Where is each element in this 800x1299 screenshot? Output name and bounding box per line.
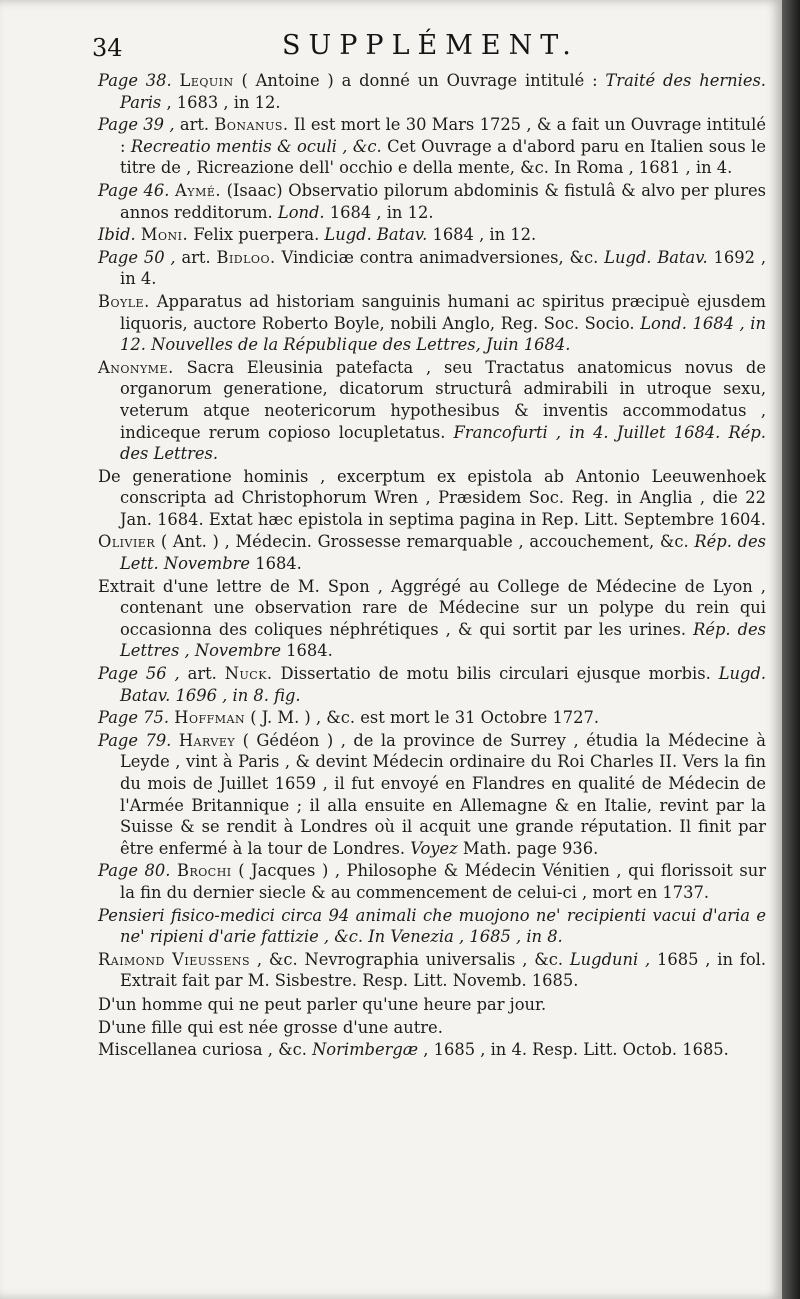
list-item: Olivier ( Ant. ) , Médecin. Grossesse remarquable , accouchement, &c. Rép. des Lett. Novembre 1684. [98, 532, 766, 574]
list-item: Anonyme. Sacra Eleusinia patefacta , seu Tractatus anatomicus novus de organorum generatione, dicatorum structurâ admirabili in utroque sexu, veterum atque neotericorum hypothesibus & inventis accommodatus , indiceque rerum copioso locupletatus. Francofurti , in 4. Juillet 1684. Rép. des Lettres. [98, 357, 766, 464]
list-item: Ibid. Moni. Felix puerpera. Lugd. Batav. 1684 , in 12. [98, 225, 537, 245]
list-item: Page 39 , art. Bonanus. Il est mort le 30 Mars 1725 , & a fait un Ouvrage intitulé : Recreatio mentis & oculi , &c. Cet Ouvrage a d'abord paru en Italien sous le titre de , Ricreazione dell' occhio e della mente, &c. In Roma , 1681 , in 4. [98, 115, 767, 178]
list-item: Boyle. Apparatus ad historiam sanguinis humani ac spiritus præcipuè ejusdem liquoris, auctore Roberto Boyle, nobili Anglo, Reg. Soc. Socio. Lond. 1684 , in 12. Nouvelles de la République des Lettres, Juin 1684. [98, 291, 766, 355]
list-item: Raimond Vieussens , &c. Nevrographia universalis , &c. Lugduni , 1685 , in fol. Extrait fait par M. Sisbestre. Resp. Litt. Novemb. 1685. [98, 949, 767, 991]
list-item: Page 56 , art. Nuck. Dissertatio de motu bilis circulari ejusque morbis. Lugd. Batav. 1696 , in 8. fig. [98, 664, 767, 705]
list-item: Miscellanea curiosa , &c. Norimbergæ , 1685 , in 4. Resp. Litt. Octob. 1685. [98, 1040, 729, 1060]
list-item: De generatione hominis , excerptum ex epistola ab Antonio Leeuwenhoek conscripta ad Christophorum Wren , Præsidem Soc. Reg. in Anglia , die 22 Jan. 1684. Extat hæc epistola in septima pagina in Rep. Litt. Septembre 1604. [98, 466, 766, 529]
page-edge-shadow [782, 0, 800, 1299]
list-item: Extrait d'une lettre de M. Spon , Aggrégé au College de Médecine de Lyon , contenant une observation rare de Médecine sur un polype du rein qui occasionna des coliques néphrétiques , & qui sortit par les urines. Rép. des Lettres , Novembre 1684. [98, 576, 766, 661]
list-item: Page 38. Lequin ( Antoine ) a donné un Ouvrage intitulé : Traité des hernies. Paris , 1683 , in 12. [98, 71, 766, 112]
list-item: Page 80. Brochi ( Jacques ) , Philosophe & Médecin Vénitien , qui florissoit sur la fin du dernier siecle & au commencement de celui-ci , mort en 1737. [98, 861, 766, 902]
running-title: SUPPLÉMENT. [282, 30, 579, 61]
list-item: Pensieri fisico-medici circa 94 animali che muojono ne' recipienti vacui d'aria e ne' ripieni d'arie fattizie , &c. In Venezia , 1685 , in 8. [98, 905, 766, 947]
page-number: 34 [92, 34, 123, 62]
list-item: D'une fille qui est née grosse d'une autre. [98, 1017, 443, 1037]
list-item: Page 79. Harvey ( Gédéon ) , de la province de Surrey , étudia la Médecine à Leyde , vint à Paris , & devint Médecin ordinaire du Roi Charles II. Vers la fin du mois de Juillet 1659 , il fut envoyé en Flandres en qualité de Médecin de l'Armée Britannique ; il alla ensuite en Allemagne & en Italie, revint par la Suisse & se rendit à Londres où il acquit une grande réputation. Il finit par être enfermé à la tour de Londres. Voyez Math. page 936. [98, 730, 766, 858]
page-content [98, 70, 766, 1062]
list-item: Page 46. Aymé. (Isaac) Observatio pilorum abdominis & fistulâ & alvo per plures annos redditorum. Lond. 1684 , in 12. [98, 180, 766, 222]
list-item: D'un homme qui ne peut parler qu'une heure par jour. [98, 994, 547, 1014]
page-header [92, 28, 782, 68]
list-item: Page 75. Hoffman ( J. M. ) , &c. est mort le 31 Octobre 1727. [98, 708, 600, 728]
list-item: Page 50 , art. Bidloo. Vindiciæ contra animadversiones, &c. Lugd. Batav. 1692 , in 4. [98, 247, 766, 289]
